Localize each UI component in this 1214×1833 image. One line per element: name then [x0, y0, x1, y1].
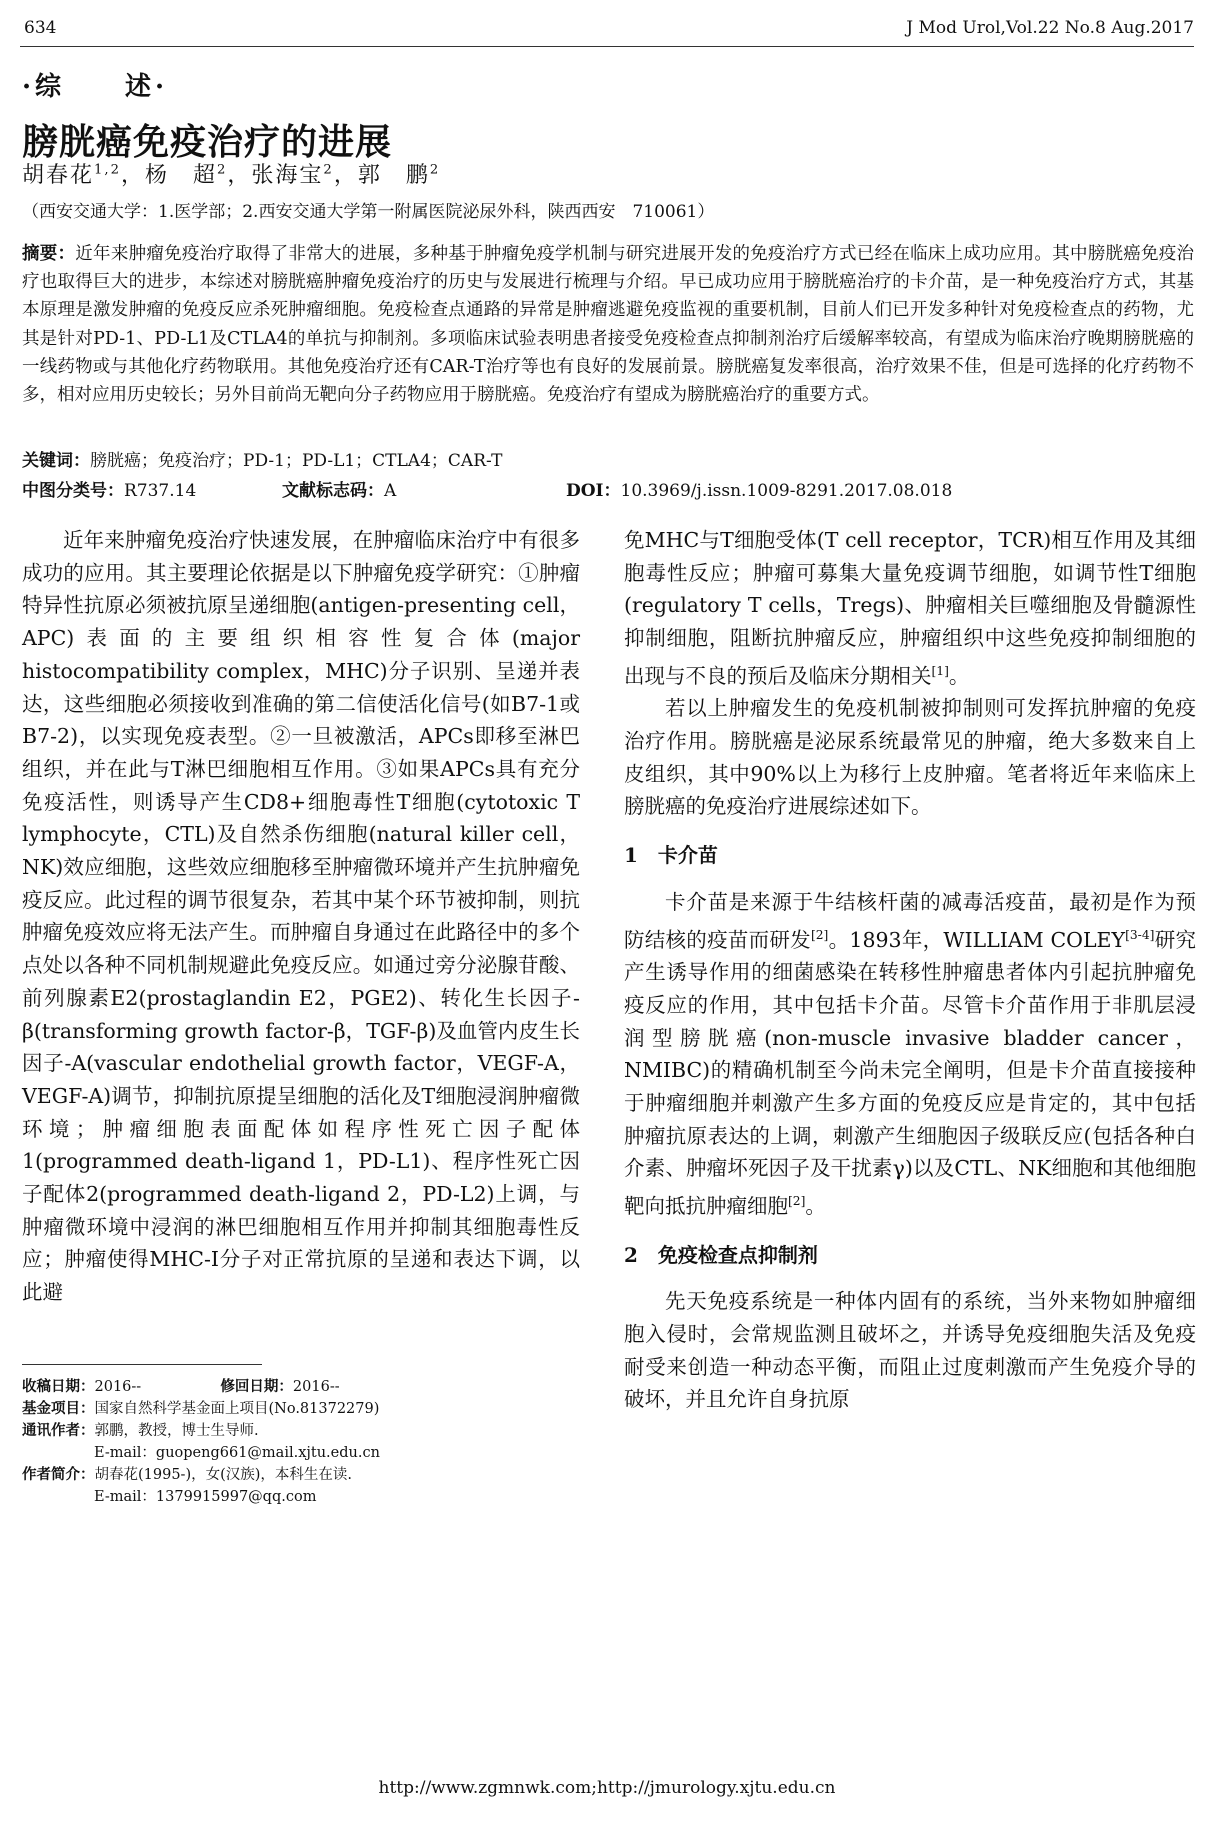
author-name: ，郭 鹏	[333, 163, 430, 188]
fund-label: 基金项目：	[22, 1400, 95, 1417]
paragraph-text: 。	[805, 1193, 826, 1218]
doi	[566, 476, 952, 501]
footnote-fund	[22, 1398, 582, 1420]
body-paragraph	[624, 886, 1196, 1223]
doi-value: 10.3969/j.issn.1009-8291.2017.08.018	[620, 481, 953, 501]
paragraph-text: 卡介苗是来源于牛结核杆菌的减毒活疫苗，最初是作为预防结核的疫苗而研发	[624, 889, 1196, 952]
body-paragraph: 近年来肿瘤免疫治疗快速发展，在肿瘤临床治疗中有很多成功的应用。其主要理论依据是以下肿瘤免疫学研究：①肿瘤特异性抗原必须被抗原呈递细胞(antigen-presenting cell，APC)表面的主要组织相容性复合体(major histocompatibility complex，MHC)分子识别、呈递并表达，这些细胞必须接收到准确的第二信使活化信号(如B7-1或B7-2)，以实现免疫表型。②一旦被激活，APCs即移至淋巴组织，并在此与T淋巴细胞相互作用。③如果APCs具有充分免疫活性，则诱导产生CD8+细胞毒性T细胞(cytotoxic T lymphocyte，CTL)及自然杀伤细胞(natural killer cell，NK)效应细胞，这些效应细胞移至肿瘤微环境并产生抗肿瘤免疫反应。此过程的调节很复杂，若其中某个环节被抑制，则抗肿瘤免疫效应将无法产生。而肿瘤自身通过在此路径中的多个点处以各种不同机制规避此免疫反应。如通过旁分泌腺苷酸、前列腺素E2(prostaglandin E2，PGE2)、转化生长因子-β(transforming growth factor-β，TGF-β)及血管内皮生长因子-A(vascular endothelial growth factor，VEGF-A，VEGF-A)调节，抑制抗原提呈细胞的活化及T细胞浸润肿瘤微环境；肿瘤细胞表面配体如程序性死亡因子配体1(programmed death-ligand 1，PD-L1)、程序性死亡因子配体2(programmed death-ligand 2，PD-L2)上调，与肿瘤微环境中浸润的淋巴细胞相互作用并抑制其细胞毒性反应；肿瘤使得MHC-I分子对正常抗原的呈递和表达下调，以此避	[22, 528, 580, 1305]
paragraph-text: 研究产生诱导作用的细菌感染在转移性肿瘤患者体内引起抗肿瘤免疫反应的作用，其中包括卡介苗。尽管卡介苗作用于非肌层浸润型膀胱癌(non-muscle invasive bladder cancer，NMIBC)的精确机制至今尚未完全阐明，但是卡介苗直接接种于肿瘤细胞并刺激产生多方面的免疫反应是肯定的，其中包括肿瘤抗原表达的上调，刺激产生细胞因子级联反应(包括各种白介素、肿瘤坏死因子及干扰素γ)以及CTL、NK细胞和其他细胞靶向抵抗肿瘤细胞	[624, 927, 1197, 1218]
corr-label: 通讯作者：	[22, 1422, 95, 1439]
header-rule	[20, 46, 1194, 47]
citation-ref: [2]	[810, 927, 829, 942]
keywords	[22, 446, 1194, 471]
clc-code	[22, 476, 196, 501]
author-affil-mark: 1,2	[94, 162, 121, 178]
clc-value: R737.14	[124, 481, 197, 501]
footnote-corresponding	[22, 1420, 582, 1442]
affiliation: （西安交通大学：1.医学部；2.西安交通大学第一附属医院泌尿外科，陕西西安 710061）	[22, 202, 715, 222]
doi-label: DOI：	[566, 481, 621, 501]
paragraph-text: 。1893年，WILLIAM COLEY	[828, 927, 1126, 952]
body-paragraph	[624, 524, 1196, 692]
author-affil-mark: 2	[217, 162, 228, 178]
author-affil-mark: 2	[323, 162, 334, 178]
abstract-label: 摘要：	[22, 244, 76, 264]
bio-value: 胡春花(1995-)，女(汉族)，本科生在读.	[94, 1467, 353, 1483]
abstract-text: 近年来肿瘤免疫治疗取得了非常大的进展，多种基于肿瘤免疫学机制与研究进展开发的免疫治疗方式已经在临床上成功应用。其中膀胱癌免疫治疗也取得巨大的进步，本综述对膀胱癌肿瘤免疫治疗的历史与发展进行梳理与介绍。早已成功应用于膀胱癌治疗的卡介苗，是一种免疫治疗方式，其基本原理是激发肿瘤的免疫反应杀死肿瘤细胞。免疫检查点通路的异常是肿瘤逃避免疫监视的重要机制，目前人们已开发多种针对免疫检查点的药物，尤其是针对PD-1、PD-L1及CTLA4的单抗与抑制剂。多项临床试验表明患者接受免疫检查点抑制剂治疗后缓解率较高，有望成为临床治疗晚期膀胱癌的一线药物或与其他化疗药物联用。其他免疫治疗还有CAR-T治疗等也有良好的发展前景。膀胱癌复发率很高，治疗效果不佳，但是可选择的化疗药物不多，相对应用历史较长；另外目前尚无靶向分子药物应用于膀胱癌。免疫治疗有望成为膀胱癌治疗的重要方式。	[22, 244, 1195, 406]
body-paragraph: 先天免疫系统是一种体内固有的系统，当外来物如肿瘤细胞入侵时，会常规监测且破坏之，并诱导免疫细胞失活及免疫耐受来创造一种动态平衡，而阻止过度刺激而产生免疫介导的破坏，并且允许自身抗原	[624, 1289, 1196, 1412]
page-number: 634	[24, 18, 57, 38]
footnote-dates	[22, 1376, 582, 1398]
author-name: ，杨 超	[121, 163, 218, 188]
paragraph-text: 。	[948, 663, 970, 688]
doc-value: A	[384, 481, 397, 501]
received-value: 2016--	[94, 1379, 142, 1395]
paragraph-text: 免MHC与T细胞受体(T cell receptor，TCR)相互作用及其细胞毒性反应；肿瘤可募集大量免疫调节细胞，如调节性T细胞(regulatory T cells，Tregs)、肿瘤相关巨噬细胞及骨髓源性抑制细胞，阻断抗肿瘤反应，肿瘤组织中这些免疫抑制细胞的出现与不良的预后及临床分期相关	[624, 528, 1196, 688]
body-paragraph: 若以上肿瘤发生的免疫机制被抑制则可发挥抗肿瘤的免疫治疗作用。膀胱癌是泌尿系统最常见的肿瘤，绝大多数来自上皮组织，其中90%以上为移行上皮肿瘤。笔者将近年来临床上膀胱癌的免疫治疗进展综述如下。	[624, 696, 1196, 819]
bio-email: E-mail：1379915997@qq.com	[94, 1489, 317, 1505]
author-affil-mark: 2	[429, 162, 441, 178]
footnote-rule	[22, 1364, 262, 1365]
abstract	[22, 240, 1194, 409]
journal-citation: J Mod Urol,Vol.22 No.8 Aug.2017	[906, 18, 1194, 38]
clc-label: 中图分类号：	[22, 481, 124, 501]
citation-ref: [2]	[788, 1194, 806, 1209]
corr-email: E-mail：guopeng661@mail.xjtu.edu.cn	[94, 1445, 380, 1461]
section-heading: 2 免疫检查点抑制剂	[624, 1242, 818, 1267]
revised-label: 修回日期：	[220, 1378, 293, 1395]
document-code	[282, 476, 396, 501]
citation-ref: [3-4]	[1125, 927, 1155, 942]
footer-links: http://www.zgmnwk.com;http://jmurology.xjtu.edu.cn	[378, 1778, 836, 1798]
right-column	[624, 524, 1196, 1416]
bio-label: 作者简介：	[22, 1466, 95, 1483]
footnotes	[22, 1376, 582, 1508]
keywords-text: 膀胱癌；免疫治疗；PD-1；PD-L1；CTLA4；CAR-T	[90, 451, 503, 471]
section-tag: ·综 述·	[22, 72, 169, 102]
left-column	[22, 524, 580, 1309]
keywords-label: 关键词：	[22, 451, 90, 471]
received-label: 收稿日期：	[22, 1378, 95, 1395]
page-title: 膀胱癌免疫治疗的进展	[22, 121, 393, 163]
doc-label: 文献标志码：	[282, 481, 384, 501]
revised-value: 2016--	[292, 1379, 340, 1395]
fund-value: 国家自然科学基金面上项目(No.81372279)	[94, 1401, 380, 1417]
footnote-bio	[22, 1464, 582, 1486]
corr-value: 郭鹏，教授，博士生导师.	[94, 1423, 259, 1439]
author-name: 胡春花	[22, 163, 95, 188]
author-name: ，张海宝	[227, 163, 324, 188]
author-list	[22, 158, 440, 189]
section-heading: 1 卡介苗	[624, 843, 718, 868]
citation-ref: [1]	[931, 663, 949, 678]
